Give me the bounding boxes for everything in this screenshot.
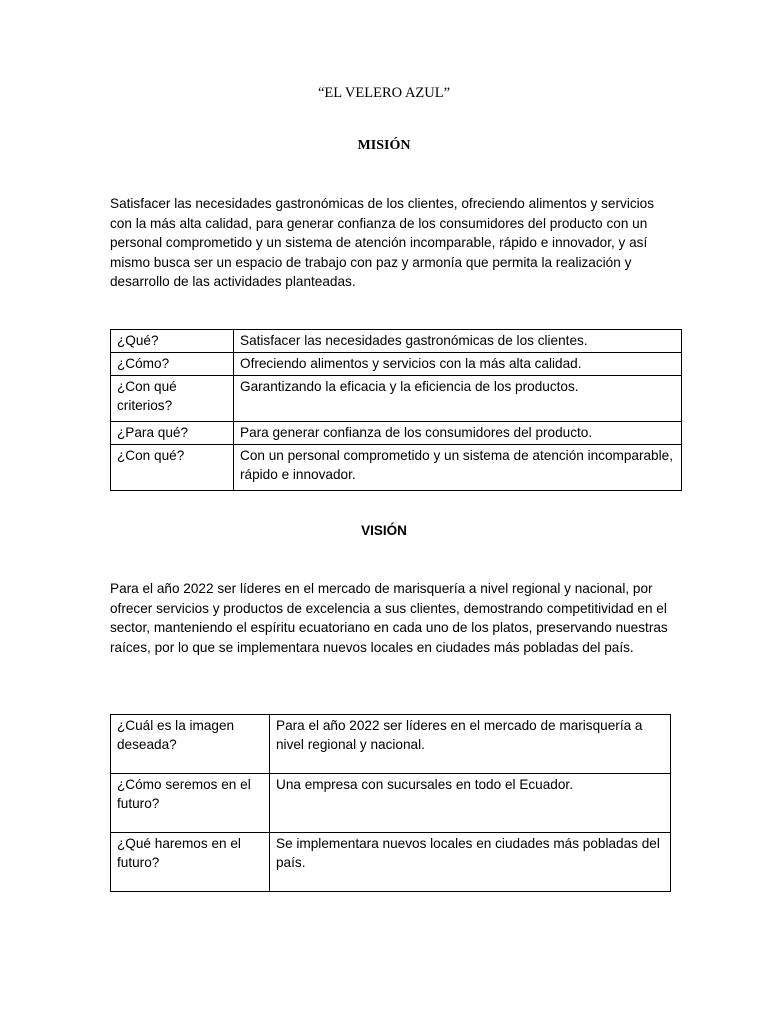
- table-cell-answer: Para generar confianza de los consumidores del producto.: [234, 422, 682, 445]
- table-cell-answer: Para el año 2022 ser líderes en el mercado de marisquería a nivel regional y nacional.: [270, 715, 671, 774]
- table-cell-question: ¿Cómo?: [111, 353, 234, 376]
- table-cell-answer: Ofreciendo alimentos y servicios con la más alta calidad.: [234, 353, 682, 376]
- table-row: [111, 715, 671, 774]
- mision-heading: MISIÓN: [357, 138, 411, 153]
- table-cell-question: ¿Qué haremos en el futuro?: [111, 833, 270, 892]
- table-cell-question: ¿Con qué?: [111, 445, 234, 491]
- table-row: [111, 422, 682, 445]
- table-cell-question: ¿Para qué?: [111, 422, 234, 445]
- table-cell-question: ¿Con qué criterios?: [111, 376, 234, 422]
- table-cell-answer: Con un personal comprometido y un sistema de atención incomparable, rápido e innovador.: [234, 445, 682, 491]
- table-row: [111, 330, 682, 353]
- table-cell-answer: Se implementara nuevos locales en ciudades más pobladas del país.: [270, 833, 671, 892]
- table-cell-answer: Satisfacer las necesidades gastronómicas de los clientes.: [234, 330, 682, 353]
- mision-paragraph: Satisfacer las necesidades gastronómicas de los clientes, ofreciendo alimentos y servicios con la más alta calidad, para generar confianza de los consumidores del producto con un personal comprometido y un sistema de atención incomparable, rápido e innovador, y así mismo busca ser un espacio de trabajo con paz y armonía que permita la realización y desarrollo de las actividades planteadas.: [110, 196, 655, 289]
- mision-table: [110, 329, 682, 491]
- vision-table: [110, 714, 671, 892]
- vision-paragraph: Para el año 2022 ser líderes en el mercado de marisquería a nivel regional y nacional, por ofrecer servicios y productos de excelencia a sus clientes, demostrando competitividad en el sector, manteniendo el espíritu ecuatoriano en cada uno de los platos, preservando nuestras raíces, por lo que se implementara nuevos locales en ciudades más pobladas del país.: [110, 581, 668, 655]
- table-row: [111, 445, 682, 491]
- table-cell-question: ¿Qué?: [111, 330, 234, 353]
- table-row: [111, 774, 671, 833]
- page-title: “EL VELERO AZUL”: [317, 85, 451, 101]
- vision-heading: VISIÓN: [361, 523, 407, 538]
- table-cell-answer: Garantizando la eficacia y la eficiencia de los productos.: [234, 376, 682, 422]
- table-row: [111, 353, 682, 376]
- table-row: [111, 376, 682, 422]
- table-cell-question: ¿Cómo seremos en el futuro?: [111, 774, 270, 833]
- table-row: [111, 833, 671, 892]
- table-cell-answer: Una empresa con sucursales en todo el Ecuador.: [270, 774, 671, 833]
- table-cell-question: ¿Cuál es la imagen deseada?: [111, 715, 270, 774]
